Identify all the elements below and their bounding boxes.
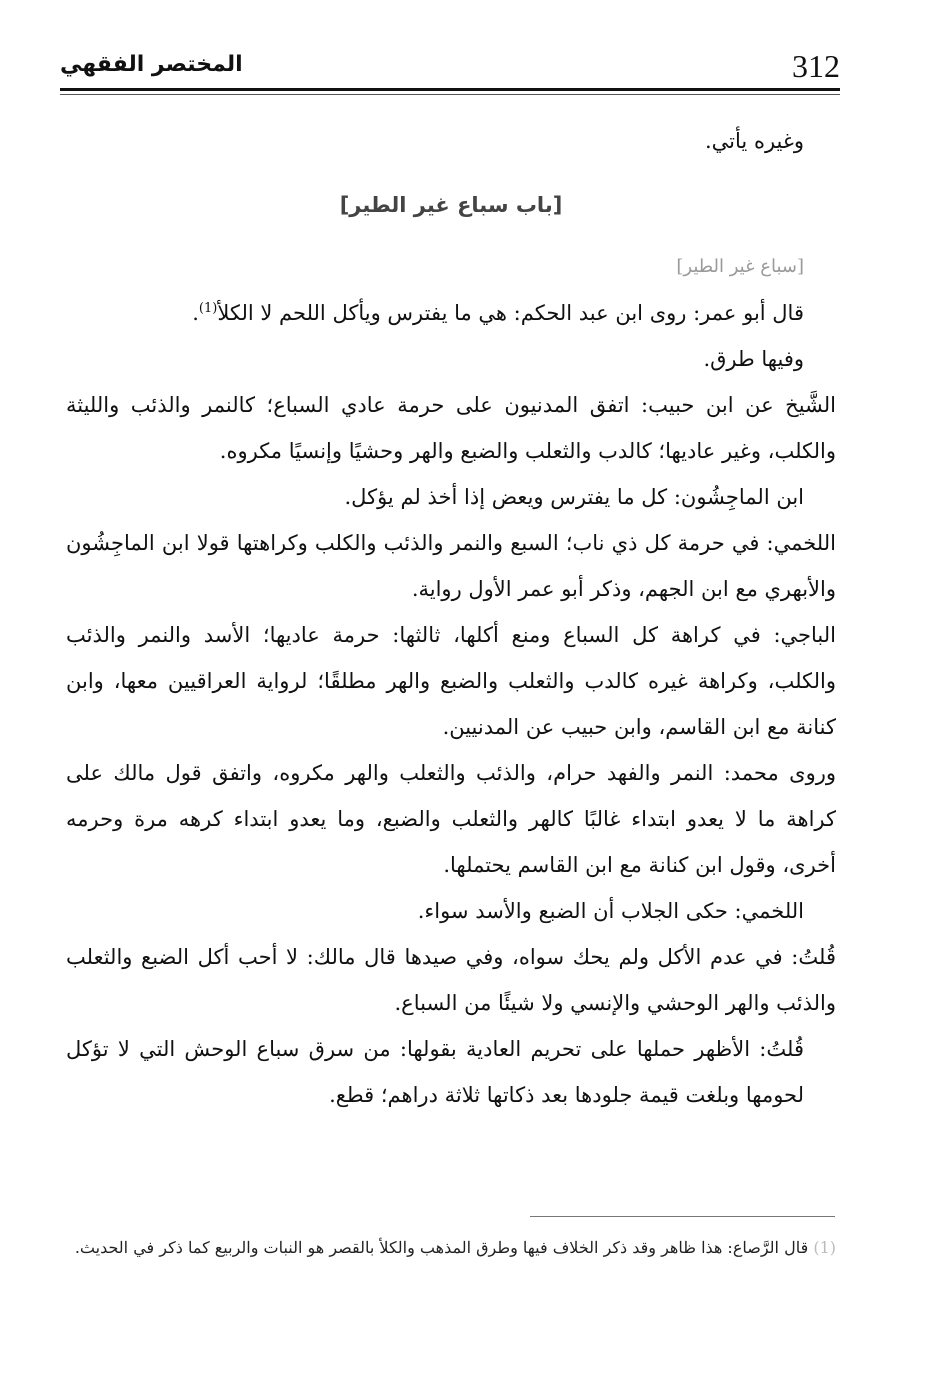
page-header bbox=[60, 44, 840, 88]
paragraph-7: وروى محمد: النمر والفهد حرام، والذئب والثعلب والهر مكروه، واتفق قول مالك على كراهة ما لا يعدو ابتداء غالبًا كالهر والثعلب والضبع، وما يعدو ابتداء كرهه مرة وحرمه أخرى، وقول ابن كنانة مع ابن القاسم يحتملها. bbox=[66, 761, 836, 877]
footnote-text: قال الرَّصاع: هذا ظاهر وقد ذكر الخلاف فيها وطرق المذهب والكلأ بالقصر هو النبات والربيع كما ذكر في الحديث. bbox=[74, 1238, 809, 1257]
paragraph-6: الباجي: في كراهة كل السباع ومنع أكلها، ثالثها: حرمة عاديها؛ الأسد والنمر والذئب والكلب، وكراهة غيره كالدب والثعلب والضبع والهر مطلقًا؛ لرواية العراقيين معها، وابن كنانة مع ابن القاسم، وابن حبيب عن المدنيين. bbox=[66, 623, 836, 739]
header-rule-thin bbox=[60, 94, 840, 95]
intro-line: وغيره يأتي. bbox=[705, 129, 804, 153]
paragraph-1 bbox=[66, 290, 836, 336]
header-rule bbox=[60, 88, 840, 91]
sub-label bbox=[66, 242, 836, 290]
paragraph-5: اللخمي: في حرمة كل ذي ناب؛ السبع والنمر والذئب والكلب وكراهتها قولا ابن الماجِشُون والأبهري مع ابن الجهم، وذكر أبو عمر الأول رواية. bbox=[66, 531, 836, 601]
main-text bbox=[66, 118, 836, 1118]
running-head-title: المختصر الفقهي bbox=[60, 52, 243, 77]
paragraph-8: اللخمي: حكى الجلاب أن الضبع والأسد سواء. bbox=[417, 899, 804, 923]
footnote-marker: (1) bbox=[813, 1238, 836, 1257]
footnote-ref[interactable]: (1) bbox=[198, 301, 218, 316]
sub-label-text: [سباع غير الطير] bbox=[676, 256, 804, 277]
paragraph-1-end: . bbox=[192, 301, 199, 325]
paragraph-2: وفيها طرق. bbox=[703, 347, 804, 371]
paragraph-4: ابن الماجِشُون: كل ما يفترس ويعض إذا أخذ لم يؤكل. bbox=[344, 485, 804, 509]
paragraph-10: قُلتُ: الأظهر حملها على تحريم العادية بقولها: من سرق سباع الوحش التي لا تؤكل لحومها وبلغت قيمة جلودها بعد ذكاتها ثلاثة دراهم؛ قطع. bbox=[66, 1037, 804, 1107]
page-number: 312 bbox=[792, 48, 840, 84]
paragraph-1-text: قال أبو عمر: روى ابن عبد الحكم: هي ما يفترس ويأكل اللحم لا الكلأ bbox=[217, 301, 804, 325]
footnote-separator bbox=[530, 1216, 835, 1217]
footnote bbox=[66, 1232, 836, 1264]
paragraph-3: الشَّيخ عن ابن حبيب: اتفق المدنيون على حرمة عادي السباع؛ كالنمر والذئب والليثة والكلب، وغير عاديها؛ كالدب والثعلب والضبع والهر وحشيًا وإنسيًا مكروه. bbox=[66, 393, 836, 463]
section-heading: [باب سباع غير الطير] bbox=[339, 193, 563, 217]
paragraph-9: قُلتُ: في عدم الأكل ولم يحك سواه، وفي صيدها قال مالك: لا أحب أكل الضبع والثعلب والذئب والهر الوحشي والإنسي ولا شيئًا من السباع. bbox=[66, 945, 836, 1015]
footnote-paragraph bbox=[66, 1232, 836, 1264]
